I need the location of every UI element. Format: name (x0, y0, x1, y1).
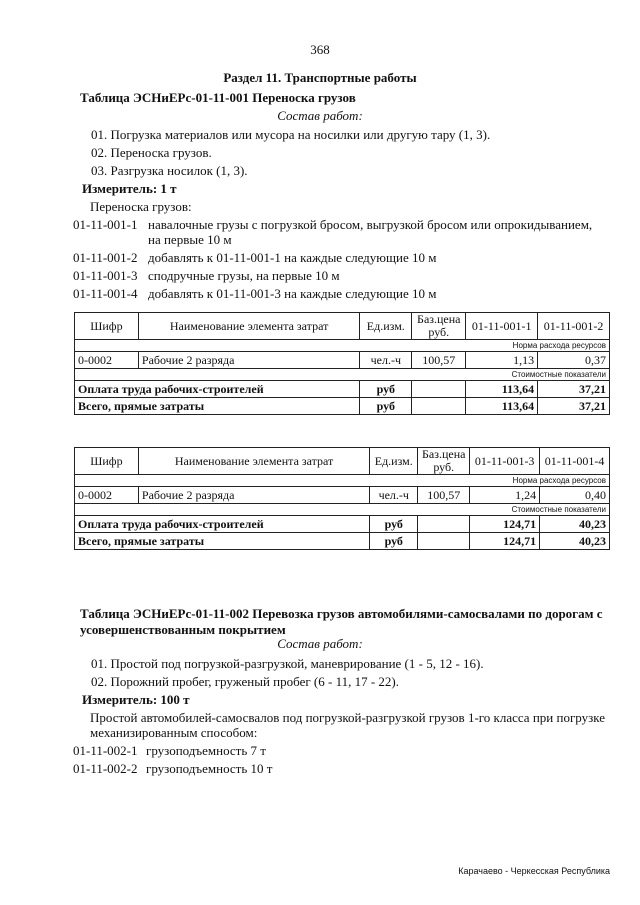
resource-table (74, 447, 610, 550)
cell: 0,37 (538, 352, 610, 369)
header-cell: Ед.изм. (370, 448, 418, 475)
header-cell: Ед.изм. (360, 313, 412, 340)
cell (418, 516, 470, 533)
intro-text: Переноска грузов: (90, 199, 192, 214)
cell: руб (360, 398, 412, 415)
work-item: 02. Порожний пробег, груженый пробег (6 - 11, 17 - 22). (91, 674, 400, 689)
header-cell: 01-11-001-3 (470, 448, 540, 475)
work-item: 03. Разгрузка носилок (1, 3). (91, 163, 248, 178)
item-code: 01-11-001-1 (73, 217, 138, 232)
cell: 113,64 (466, 398, 538, 415)
header-cell: 01-11-001-1 (466, 313, 538, 340)
intro-text: Простой автомобилей-самосвалов под погрузкой-разгрузкой грузов 1-го класса при погрузке механизированным способом: (90, 710, 606, 740)
cell: 0-0002 (75, 487, 139, 504)
cost-label: Стоимостные показатели (75, 504, 610, 516)
cell: Рабочие 2 разряда (138, 352, 359, 369)
measure-unit: Измеритель: 1 т (82, 181, 177, 196)
header-cell: Баз.цена руб. (412, 313, 466, 340)
cell: Всего, прямые затраты (75, 398, 360, 415)
item-code: 01-11-002-1 (73, 743, 138, 758)
cell: 113,64 (466, 381, 538, 398)
total-row (75, 516, 610, 533)
resource-table (74, 312, 610, 415)
item-code: 01-11-001-3 (73, 268, 138, 283)
item-description: навалочные грузы с погрузкой бросом, выгрузкой бросом или опрокидыванием, на первые 10 м (148, 217, 593, 247)
cell: 37,21 (538, 381, 610, 398)
work-item: 02. Переноска грузов. (91, 145, 212, 160)
item-code: 01-11-001-2 (73, 250, 138, 265)
cell: 124,71 (470, 516, 540, 533)
cell: Оплата труда рабочих-строителей (75, 516, 370, 533)
cell (412, 398, 466, 415)
norm-label: Норма расхода ресурсов (75, 340, 610, 352)
cell: 40,23 (540, 533, 610, 550)
header-cell: Наименование элемента затрат (138, 448, 369, 475)
cell: Всего, прямые затраты (75, 533, 370, 550)
cell: 100,57 (418, 487, 470, 504)
table-title: Таблица ЭСНиЕРс-01-11-002 Перевозка грузов автомобилями-самосвалами по дорогам с усовершенствованным покрытием (80, 606, 603, 637)
header-cell: Наименование элемента затрат (138, 313, 359, 340)
cell: 124,71 (470, 533, 540, 550)
cell: руб (370, 533, 418, 550)
table-row (75, 352, 610, 369)
item-code: 01-11-001-4 (73, 286, 138, 301)
cell (418, 533, 470, 550)
cell: 37,21 (538, 398, 610, 415)
work-composition-heading: Состав работ: (277, 108, 363, 123)
total-row (75, 398, 610, 415)
norm-label: Норма расхода ресурсов (75, 475, 610, 487)
item-description: грузоподъемность 10 т (146, 761, 273, 776)
item-description: сподручные грузы, на первые 10 м (148, 268, 340, 283)
cost-label: Стоимостные показатели (75, 369, 610, 381)
total-row (75, 533, 610, 550)
cell (412, 381, 466, 398)
cell: 1,13 (466, 352, 538, 369)
total-row (75, 381, 610, 398)
item-description: добавлять к 01-11-001-1 на каждые следующие 10 м (148, 250, 437, 265)
cell: 0-0002 (75, 352, 139, 369)
cell: 0,40 (540, 487, 610, 504)
header-cell: Баз.цена руб. (418, 448, 470, 475)
work-composition-heading: Состав работ: (277, 636, 363, 651)
footer-region: Карачаево - Черкесская Республика (458, 866, 610, 876)
cell: 100,57 (412, 352, 466, 369)
item-description: грузоподъемность 7 т (146, 743, 266, 758)
header-cell: 01-11-001-4 (540, 448, 610, 475)
cell: руб (370, 516, 418, 533)
work-item: 01. Простой под погрузкой-разгрузкой, маневрирование (1 - 5, 12 - 16). (91, 656, 484, 671)
header-cell: Шифр (75, 448, 139, 475)
table-title: Таблица ЭСНиЕРс-01-11-001 Переноска грузов (80, 90, 356, 105)
header-cell: 01-11-001-2 (538, 313, 610, 340)
item-description: добавлять к 01-11-001-3 на каждые следующие 10 м (148, 286, 437, 301)
cell: руб (360, 381, 412, 398)
cell: чел.-ч (360, 352, 412, 369)
measure-unit: Измеритель: 100 т (82, 692, 190, 707)
item-code: 01-11-002-2 (73, 761, 138, 776)
header-cell: Шифр (75, 313, 139, 340)
cell: 1,24 (470, 487, 540, 504)
page-number: 368 (310, 42, 330, 57)
table-row (75, 487, 610, 504)
work-item: 01. Погрузка материалов или мусора на носилки или другую тару (1, 3). (91, 127, 491, 142)
cell: 40,23 (540, 516, 610, 533)
cell: Оплата труда рабочих-строителей (75, 381, 360, 398)
cell: Рабочие 2 разряда (138, 487, 369, 504)
section-title: Раздел 11. Транспортные работы (223, 70, 417, 85)
cell: чел.-ч (370, 487, 418, 504)
